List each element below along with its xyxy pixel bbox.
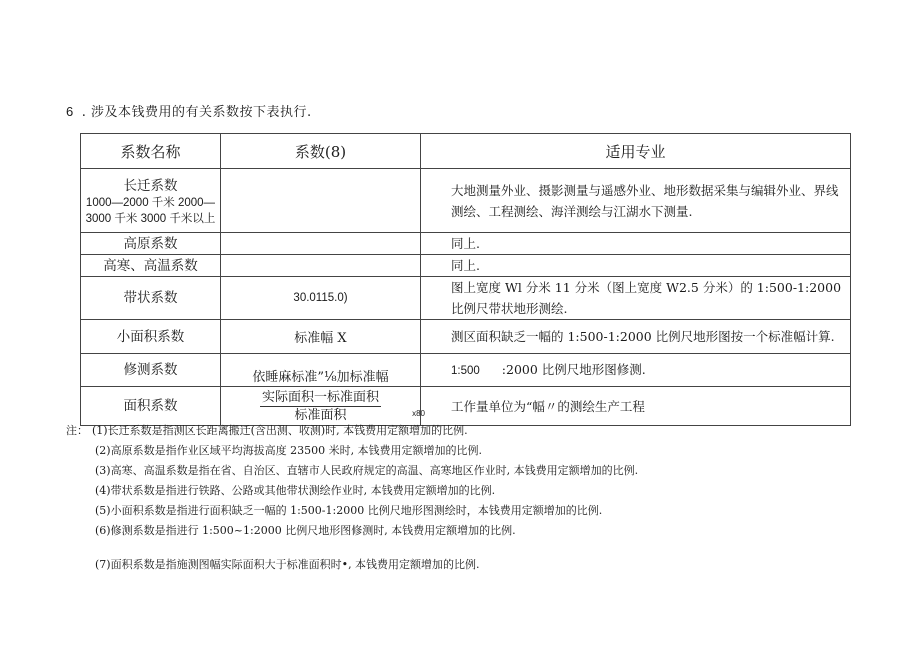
cell-scope: 工作量单位为“幅〃的测绘生产工程	[421, 387, 851, 426]
note-item: (2)高原系数是指作业区域平均海拔高度 23500 米时, 本钱费用定额增加的比例.	[95, 444, 483, 457]
table-row	[81, 169, 851, 233]
cell-name: 带状系数	[81, 277, 221, 320]
cell-name	[81, 169, 221, 233]
scope-scale-a: 1:500	[451, 364, 480, 377]
cell-scope: 大地测量外业、摄影测量与遥感外业、地形数据采集与编辑外业、界线测绘、工程测绘、海洋测绘与江湖水下测量.	[421, 169, 851, 233]
cell-coef: 依睡麻标准”⅛加标准幅	[221, 354, 421, 387]
header-coef-name: 系数名称	[81, 134, 221, 169]
cell-coef	[221, 387, 425, 426]
header-coef-value: 系数(8)	[221, 134, 421, 169]
cell-coef	[221, 169, 421, 233]
section-number: 6	[66, 104, 74, 119]
area-fraction	[260, 389, 425, 424]
note-item: (5)小面积系数是指进行面积缺乏一幅的 1:500-1:2000 比例尺地形图测绘时，本钱费用定额增加的比例.	[95, 504, 603, 517]
table-row	[81, 354, 851, 387]
fraction-multiplier: x80	[412, 408, 425, 418]
cell-name: 高原系数	[81, 233, 221, 255]
row-name-line: 3000 千米 3000 千米以上	[85, 212, 216, 225]
cell-coef	[221, 233, 421, 255]
cell-scope: 图上宽度 Wl 分米 11 分米（图上宽度 W2.5 分米）的 1:500-1:2000 比例尺带状地形测绘.	[421, 277, 851, 320]
cell-coef: 标准幅 X	[221, 320, 421, 354]
cell-name: 修测系数	[81, 354, 221, 387]
fraction-numerator: 实际面积一标准面积	[261, 389, 379, 405]
table-row	[81, 387, 851, 426]
cell-coef	[221, 255, 421, 277]
table-row	[81, 255, 851, 277]
row-name-line: 1000—2000 千米 2000—	[85, 196, 216, 209]
cell-name: 面积系数	[81, 387, 221, 426]
note-text: (1)长迁系数是指测区长距离搬迁(含出测、收测)时, 本钱费用定额增加的比例.	[92, 424, 468, 437]
cell-scope: 测区面积缺乏一幅的 1:500-1:2000 比例尺地形图按一个标准幅计算.	[421, 320, 851, 354]
note-item: (6)修测系数是指进行 1:500~1:2000 比例尺地形图修测时, 本钱费用定额增加的比例.	[95, 524, 516, 537]
header-scope: 适用专业	[421, 134, 851, 169]
cell-coef: 30.0115.0)	[221, 277, 421, 320]
cell-name: 高寒、高温系数	[81, 255, 221, 277]
cell-name: 小面积系数	[81, 320, 221, 354]
notes-prefix: 注：	[66, 424, 88, 437]
table-row	[81, 320, 851, 354]
notes-section	[66, 421, 638, 575]
section-heading	[66, 101, 312, 120]
section-heading-text: . 涉及本钱费用的有关系数按下表执行.	[81, 105, 312, 120]
note-item: (7)面积系数是指施测图幅实际面积大于标准面积时•, 本钱费用定额增加的比例.	[95, 558, 480, 571]
table-header-row	[81, 134, 851, 169]
cell-scope: 同上.	[421, 255, 851, 277]
note-item	[66, 421, 638, 441]
coefficient-table	[80, 133, 851, 426]
cell-scope: 同上.	[421, 233, 851, 255]
scope-scale-b: :2000 比例尺地形图修测.	[501, 361, 646, 377]
row-name: 长迁系数	[123, 177, 178, 194]
table-row	[81, 277, 851, 320]
fraction-denominator: 标准面积	[294, 407, 347, 423]
note-item: (3)高寒、高温系数是指在省、自治区、直辖市人民政府规定的高温、高寒地区作业时, 本钱费用定额增加的比例.	[95, 464, 639, 477]
note-item: (4)带状系数是指进行铁路、公路或其他带状测绘作业时, 本钱费用定额增加的比例.	[95, 484, 496, 497]
cell-scope	[421, 354, 851, 387]
table-row	[81, 233, 851, 255]
